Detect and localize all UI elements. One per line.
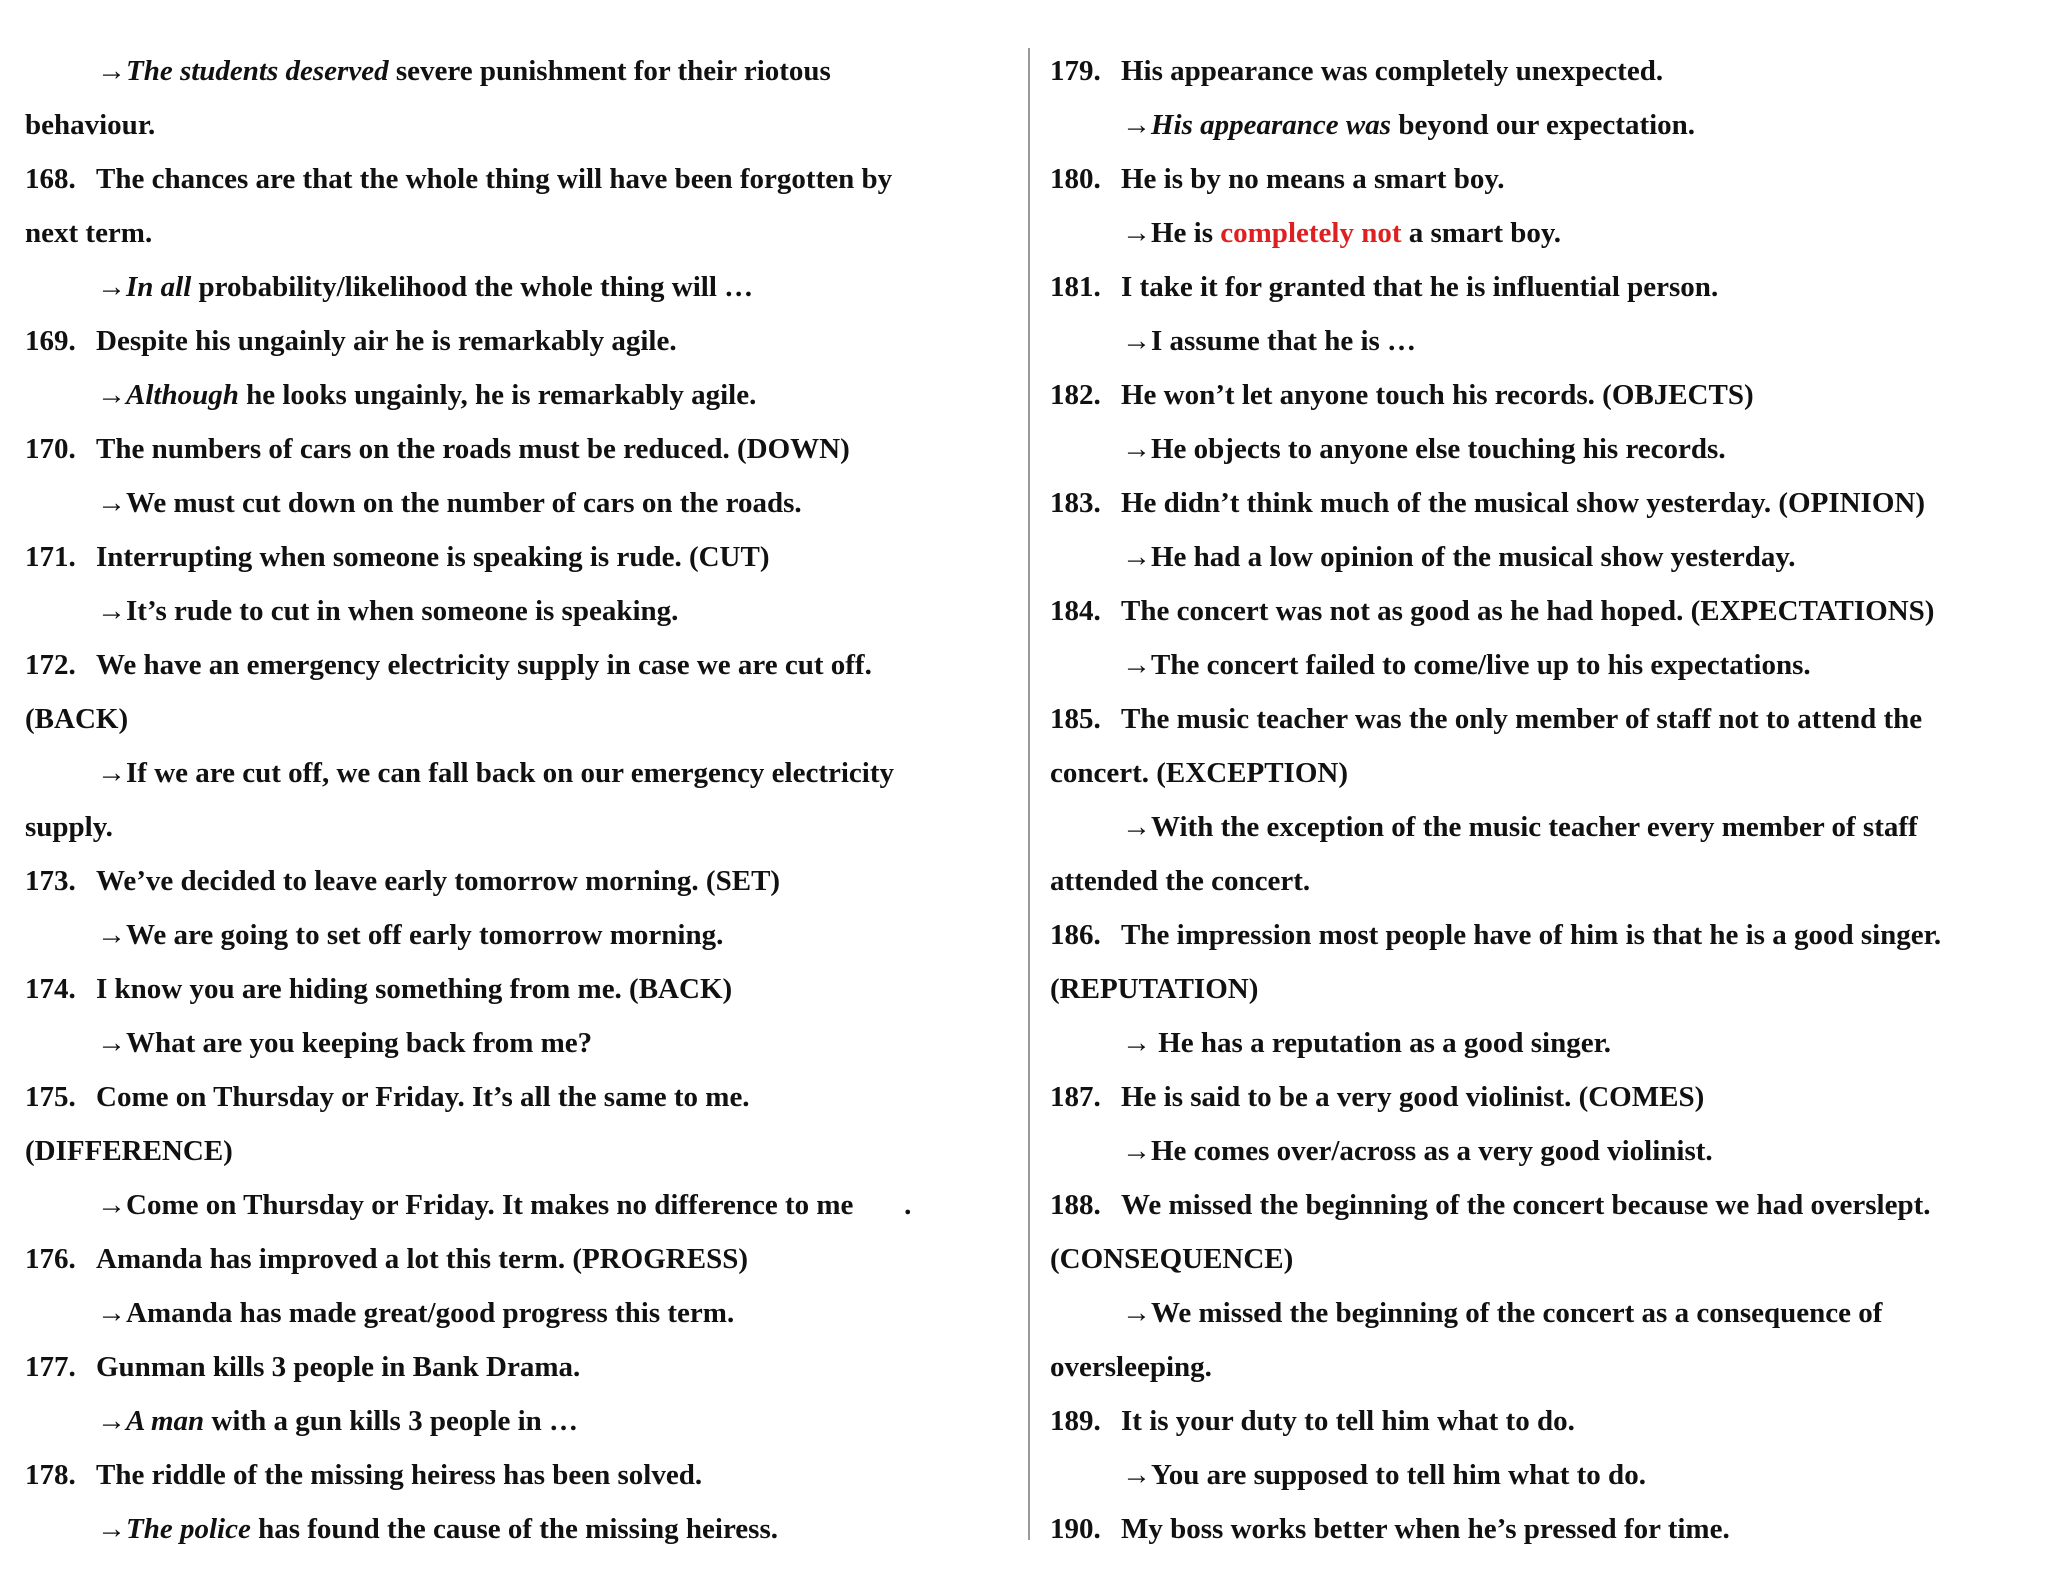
column-divider bbox=[1028, 48, 1030, 1540]
question-line bbox=[25, 1070, 750, 1124]
text-segment: →I assume that he is … bbox=[1122, 325, 1417, 357]
answer-line bbox=[97, 1016, 592, 1070]
text-segment: (REPUTATION) bbox=[1050, 973, 1259, 1005]
answer-line bbox=[1122, 530, 1796, 584]
text-segment: He won’t let anyone touch his records. (OBJECTS) bbox=[1121, 379, 1754, 411]
text-segment: a smart boy. bbox=[1401, 217, 1561, 249]
text-segment: →He is bbox=[1122, 217, 1221, 249]
text-segment: →It’s rude to cut in when someone is speaking. bbox=[97, 595, 679, 627]
text-segment: → bbox=[97, 55, 126, 87]
item-number: 186. bbox=[1050, 919, 1101, 951]
item-number: 188. bbox=[1050, 1189, 1101, 1221]
text-segment: → bbox=[97, 271, 126, 303]
text-segment: oversleeping. bbox=[1050, 1351, 1212, 1383]
continuation-line bbox=[25, 692, 128, 746]
question-line bbox=[25, 152, 892, 206]
text-segment: →We are going to set off early tomorrow morning. bbox=[97, 919, 724, 951]
answer-line bbox=[97, 1286, 734, 1340]
item-number: 180. bbox=[1050, 163, 1101, 195]
text-segment: → bbox=[1122, 109, 1151, 141]
item-number: 190. bbox=[1050, 1513, 1101, 1545]
item-number: 189. bbox=[1050, 1405, 1101, 1437]
question-line bbox=[1050, 260, 1718, 314]
text-segment: next term. bbox=[25, 217, 153, 249]
question-line bbox=[25, 854, 780, 908]
text-segment: The music teacher was the only member of staff not to attend the bbox=[1121, 703, 1923, 735]
answer-line bbox=[1122, 98, 1695, 152]
item-number: 168. bbox=[25, 163, 76, 195]
question-line bbox=[25, 1448, 702, 1502]
text-segment: probability/likelihood the whole thing will … bbox=[191, 271, 754, 303]
text-segment: (BACK) bbox=[25, 703, 129, 735]
answer-line bbox=[1122, 800, 1918, 854]
answer-line bbox=[1122, 422, 1726, 476]
answer-line bbox=[97, 1394, 578, 1448]
text-segment: → bbox=[97, 1405, 126, 1437]
answer-line bbox=[1122, 1286, 1882, 1340]
italic-phrase: The students deserved bbox=[126, 55, 389, 87]
text-segment: →He had a low opinion of the musical show yesterday. bbox=[1122, 541, 1796, 573]
text-segment: The concert was not as good as he had hoped. (EXPECTATIONS) bbox=[1121, 595, 1935, 627]
text-segment: The riddle of the missing heiress has been solved. bbox=[96, 1459, 703, 1491]
item-number: 170. bbox=[25, 433, 76, 465]
text-segment: The numbers of cars on the roads must be reduced. (DOWN) bbox=[96, 433, 850, 465]
text-segment: he looks ungainly, he is remarkably agile. bbox=[238, 379, 757, 411]
text-segment: It is your duty to tell him what to do. bbox=[1121, 1405, 1575, 1437]
continuation-line bbox=[1050, 962, 1258, 1016]
text-segment: →We missed the beginning of the concert as a consequence of bbox=[1122, 1297, 1883, 1329]
answer-line bbox=[97, 44, 831, 98]
text-segment: attended the concert. bbox=[1050, 865, 1311, 897]
item-number: 169. bbox=[25, 325, 76, 357]
text-segment: →He objects to anyone else touching his records. bbox=[1122, 433, 1726, 465]
text-segment: → bbox=[97, 1513, 126, 1545]
answer-line bbox=[97, 1502, 778, 1556]
text-segment: His appearance was completely unexpected. bbox=[1121, 55, 1664, 87]
item-number: 173. bbox=[25, 865, 76, 897]
item-number: 179. bbox=[1050, 55, 1101, 87]
item-number: 171. bbox=[25, 541, 76, 573]
text-segment: →We must cut down on the number of cars on the roads. bbox=[97, 487, 802, 519]
item-number: 183. bbox=[1050, 487, 1101, 519]
continuation-line bbox=[1050, 1340, 1212, 1394]
answer-line bbox=[97, 746, 894, 800]
answer-line bbox=[1122, 1448, 1646, 1502]
answer-line bbox=[1122, 638, 1811, 692]
text-segment: →He comes over/across as a very good violinist. bbox=[1122, 1135, 1713, 1167]
text-segment: behaviour. bbox=[25, 109, 156, 141]
answer-line bbox=[97, 260, 753, 314]
answer-line bbox=[1122, 1016, 1611, 1070]
item-number: 184. bbox=[1050, 595, 1101, 627]
question-line bbox=[25, 1340, 580, 1394]
answer-line bbox=[97, 908, 723, 962]
question-line bbox=[25, 422, 850, 476]
question-line bbox=[25, 314, 677, 368]
answer-line bbox=[1122, 1124, 1713, 1178]
text-segment: (DIFFERENCE) bbox=[25, 1135, 233, 1167]
text-segment: → He has a reputation as a good singer. bbox=[1122, 1027, 1612, 1059]
text-segment: We have an emergency electricity supply in case we are cut off. bbox=[96, 649, 872, 681]
text-segment: We missed the beginning of the concert because we had overslept. bbox=[1121, 1189, 1931, 1221]
text-segment: Gunman kills 3 people in Bank Drama. bbox=[96, 1351, 581, 1383]
continuation-line bbox=[1050, 854, 1310, 908]
question-line bbox=[25, 530, 770, 584]
item-number: 177. bbox=[25, 1351, 76, 1383]
italic-phrase: Although bbox=[126, 379, 239, 411]
item-number: 185. bbox=[1050, 703, 1101, 735]
item-number: 181. bbox=[1050, 271, 1101, 303]
text-segment: →The concert failed to come/live up to his expectations. bbox=[1122, 649, 1811, 681]
italic-phrase: In all bbox=[126, 271, 192, 303]
text-segment: →Come on Thursday or Friday. It makes no difference to me . bbox=[97, 1189, 912, 1221]
text-segment: →What are you keeping back from me? bbox=[97, 1027, 593, 1059]
continuation-line bbox=[25, 800, 113, 854]
text-segment: beyond our expectation. bbox=[1391, 109, 1696, 141]
highlighted-phrase: completely not bbox=[1220, 217, 1402, 249]
text-segment: Despite his ungainly air he is remarkably agile. bbox=[96, 325, 677, 357]
item-number: 176. bbox=[25, 1243, 76, 1275]
italic-phrase: His appearance was bbox=[1151, 109, 1392, 141]
continuation-line bbox=[25, 1124, 233, 1178]
question-line bbox=[1050, 476, 1925, 530]
question-line bbox=[25, 638, 872, 692]
answer-line bbox=[97, 1178, 911, 1232]
question-line bbox=[25, 1232, 748, 1286]
question-line bbox=[1050, 1502, 1730, 1556]
item-number: 182. bbox=[1050, 379, 1101, 411]
answer-line bbox=[97, 584, 678, 638]
text-segment: → bbox=[97, 379, 126, 411]
text-segment: concert. (EXCEPTION) bbox=[1050, 757, 1349, 789]
question-line bbox=[1050, 692, 1922, 746]
answer-line bbox=[1122, 206, 1561, 260]
answer-line bbox=[97, 368, 756, 422]
text-segment: I take it for granted that he is influential person. bbox=[1121, 271, 1719, 303]
question-line bbox=[1050, 368, 1754, 422]
text-segment: →You are supposed to tell him what to do. bbox=[1122, 1459, 1646, 1491]
text-segment: He is said to be a very good violinist. (COMES) bbox=[1121, 1081, 1705, 1113]
question-line bbox=[25, 962, 732, 1016]
text-segment: supply. bbox=[25, 811, 113, 843]
answer-line bbox=[97, 476, 802, 530]
answer-line bbox=[1122, 314, 1416, 368]
text-segment: He didn’t think much of the musical show yesterday. (OPINION) bbox=[1121, 487, 1925, 519]
text-segment: with a gun kills 3 people in … bbox=[204, 1405, 579, 1437]
continuation-line bbox=[25, 206, 152, 260]
continuation-line bbox=[1050, 746, 1348, 800]
text-segment: He is by no means a smart boy. bbox=[1121, 163, 1505, 195]
text-segment: (CONSEQUENCE) bbox=[1050, 1243, 1294, 1275]
text-segment: severe punishment for their riotous bbox=[388, 55, 831, 87]
italic-phrase: A man bbox=[126, 1405, 205, 1437]
text-segment: My boss works better when he’s pressed for time. bbox=[1121, 1513, 1730, 1545]
text-segment: The impression most people have of him is that he is a good singer. bbox=[1121, 919, 1942, 951]
italic-phrase: The police bbox=[126, 1513, 251, 1545]
question-line bbox=[1050, 584, 1934, 638]
item-number: 175. bbox=[25, 1081, 76, 1113]
question-line bbox=[1050, 44, 1663, 98]
text-segment: The chances are that the whole thing will have been forgotten by bbox=[96, 163, 893, 195]
text-segment: Interrupting when someone is speaking is rude. (CUT) bbox=[96, 541, 770, 573]
continuation-line bbox=[25, 98, 155, 152]
question-line bbox=[1050, 1070, 1704, 1124]
text-segment: We’ve decided to leave early tomorrow morning. (SET) bbox=[96, 865, 781, 897]
text-segment: →Amanda has made great/good progress this term. bbox=[97, 1297, 735, 1329]
item-number: 172. bbox=[25, 649, 76, 681]
item-number: 178. bbox=[25, 1459, 76, 1491]
text-segment: →If we are cut off, we can fall back on our emergency electricity bbox=[97, 757, 895, 789]
text-segment: has found the cause of the missing heiress. bbox=[250, 1513, 778, 1545]
question-line bbox=[1050, 152, 1504, 206]
question-line bbox=[1050, 1394, 1575, 1448]
text-segment: I know you are hiding something from me. (BACK) bbox=[96, 973, 733, 1005]
continuation-line bbox=[1050, 1232, 1293, 1286]
item-number: 187. bbox=[1050, 1081, 1101, 1113]
text-segment: →With the exception of the music teacher every member of staff bbox=[1122, 811, 1918, 843]
item-number: 174. bbox=[25, 973, 76, 1005]
question-line bbox=[1050, 908, 1941, 962]
text-segment: Come on Thursday or Friday. It’s all the same to me. bbox=[96, 1081, 750, 1113]
question-line bbox=[1050, 1178, 1931, 1232]
text-segment: Amanda has improved a lot this term. (PROGRESS) bbox=[96, 1243, 748, 1275]
